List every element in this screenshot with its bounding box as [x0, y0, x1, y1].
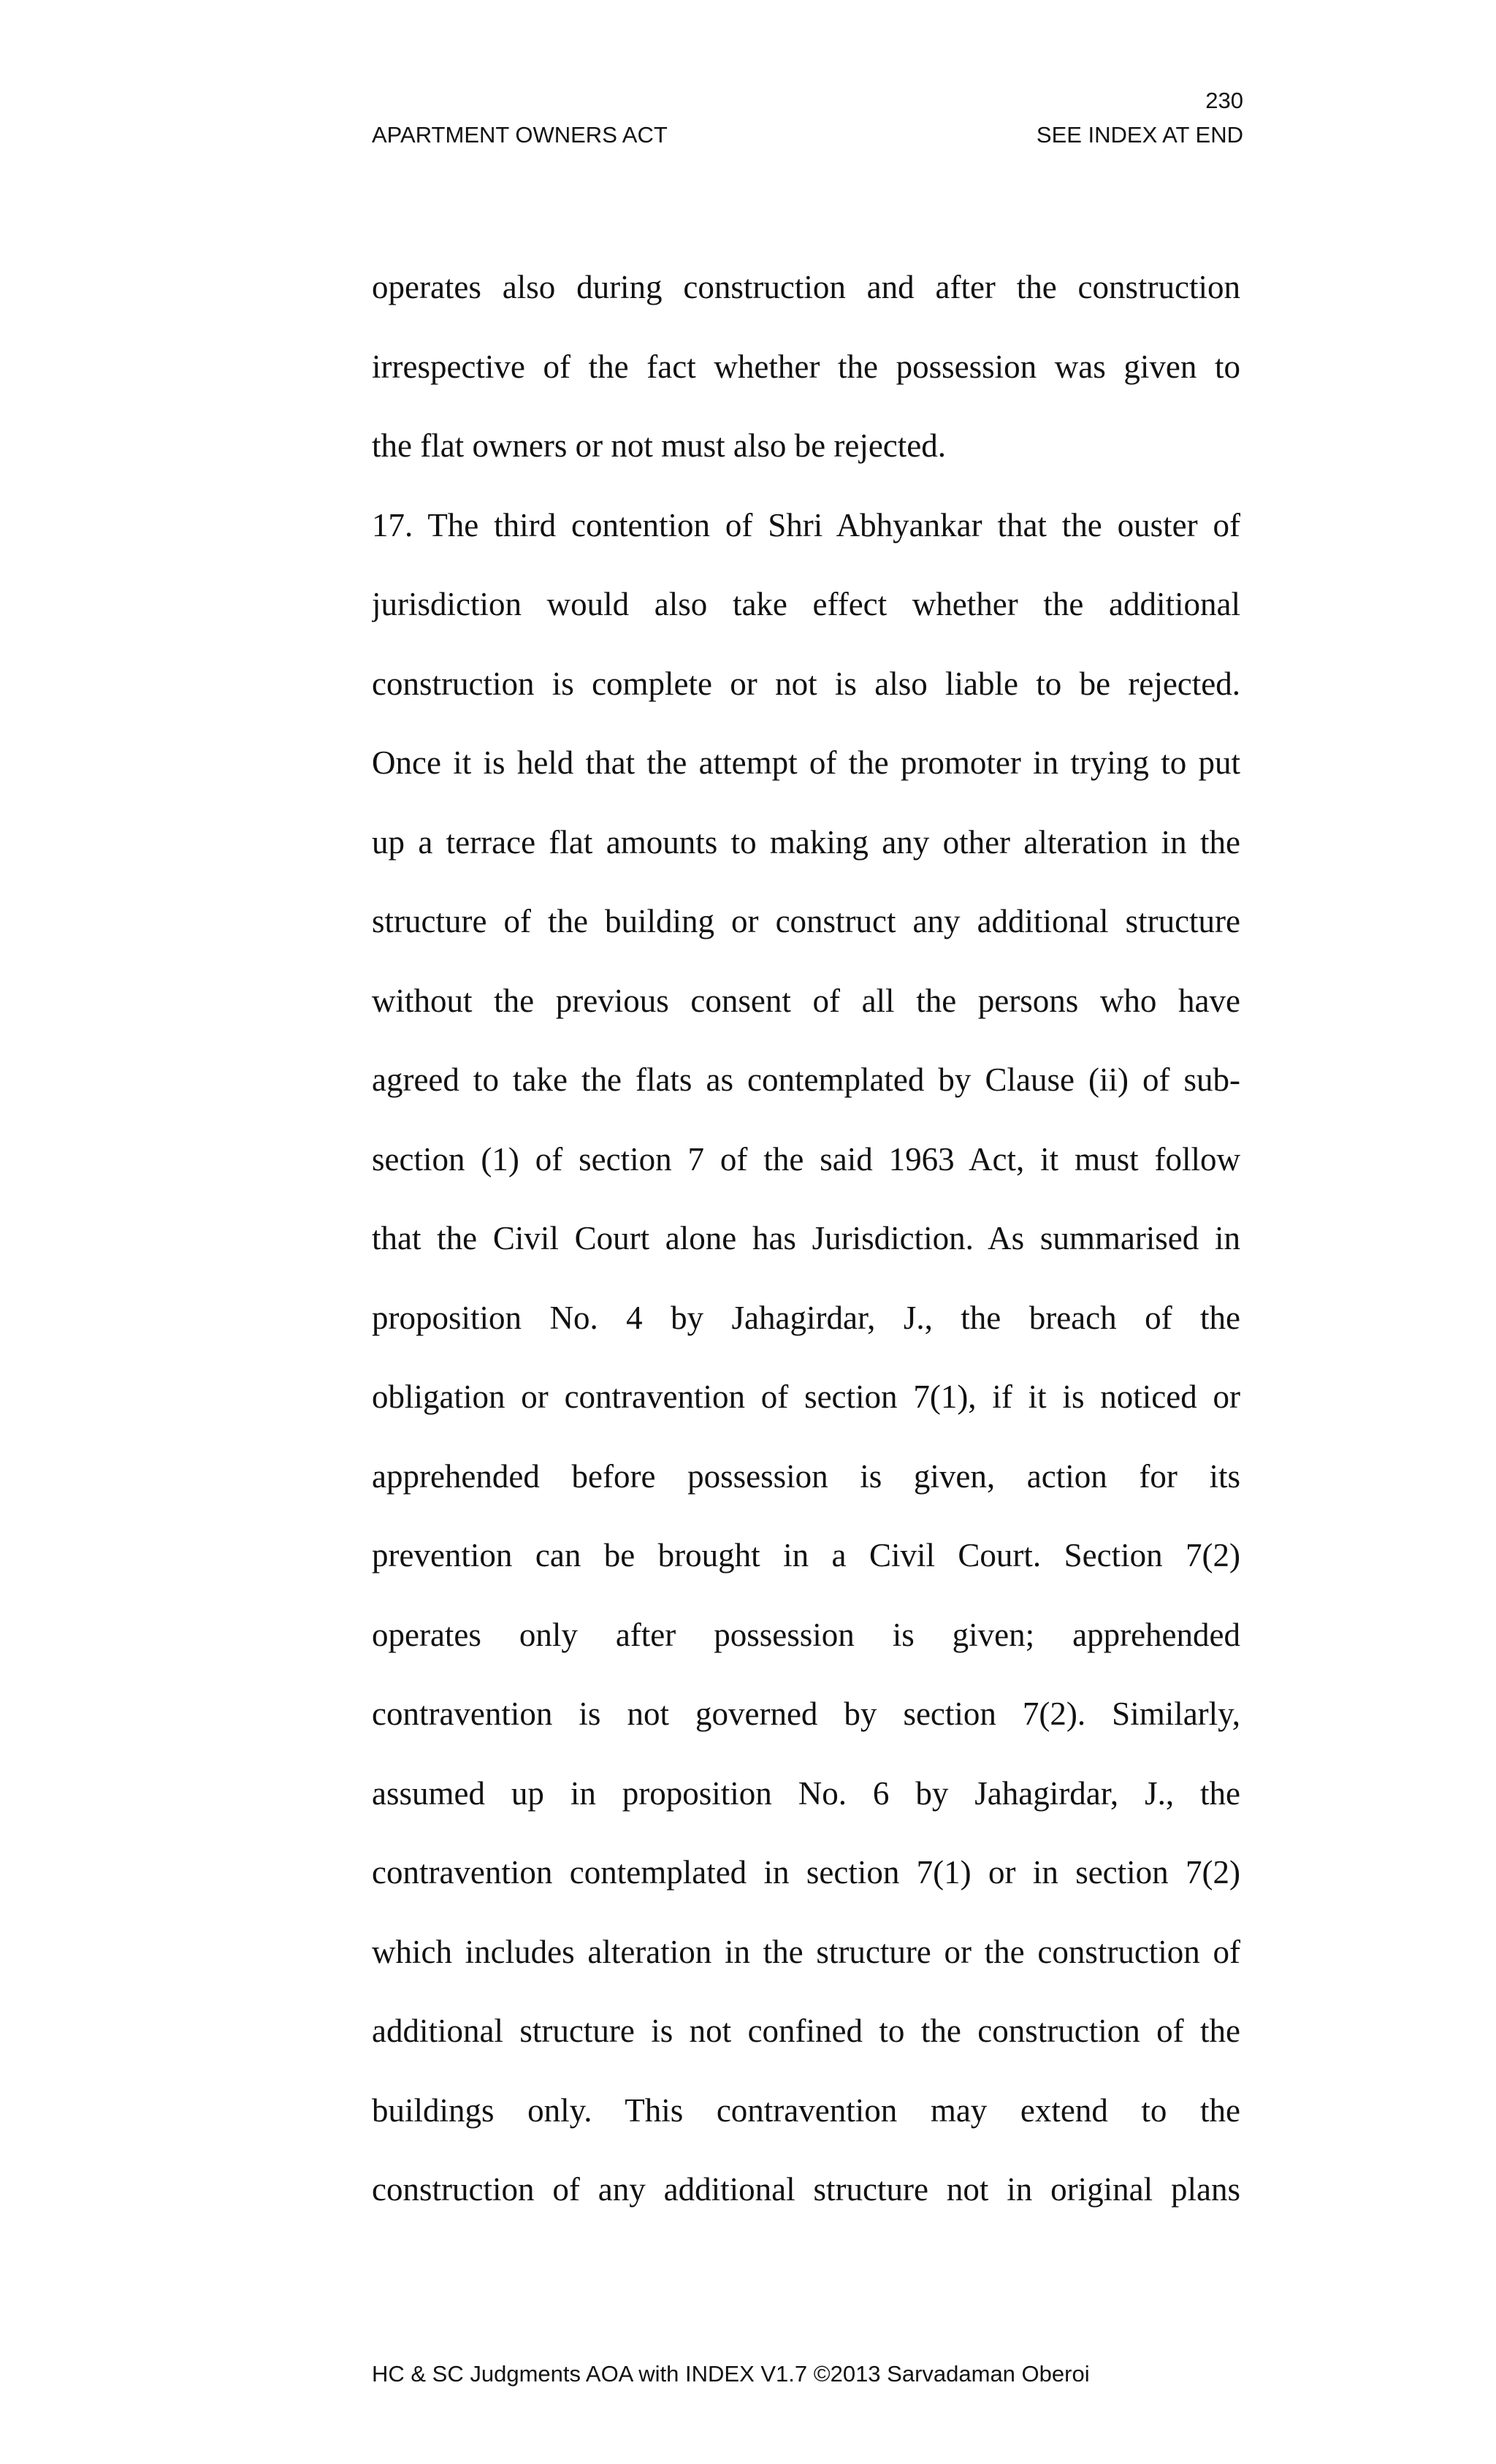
text-line: Once it is held that the attempt of the promoter in trying to put	[372, 744, 1240, 781]
text-line: contravention contemplated in section 7(1) or in section 7(2)	[372, 1854, 1240, 1891]
text-line: prevention can be brought in a Civil Court. Section 7(2)	[372, 1537, 1240, 1574]
text-line: operates only after possession is given; apprehended	[372, 1616, 1240, 1653]
text-line: irrespective of the fact whether the possession was given to	[372, 348, 1240, 385]
page-number: 230	[1205, 88, 1243, 113]
text-line: agreed to take the flats as contemplated by Clause (ii) of sub-	[372, 1061, 1240, 1098]
text-line: that the Civil Court alone has Jurisdiction. As summarised in	[372, 1220, 1240, 1256]
text-line: jurisdiction would also take effect whether the additional	[372, 586, 1240, 622]
text-line: structure of the building or construct any additional structure	[372, 903, 1240, 939]
text-line: contravention is not governed by section 7(2). Similarly,	[372, 1696, 1240, 1732]
text-line: which includes alteration in the structure or the construction of	[372, 1933, 1240, 1970]
text-line: construction is complete or not is also liable to be rejected.	[372, 665, 1240, 702]
judgment-body-text	[372, 258, 1240, 2240]
text-line: assumed up in proposition No. 6 by Jahagirdar, J., the	[372, 1774, 1240, 1812]
page-footer: HC & SC Judgments AOA with INDEX V1.7 ©2013 Sarvadaman Oberoi	[372, 2361, 1090, 2387]
text-line: up a terrace flat amounts to making any other alteration in the	[372, 823, 1240, 861]
running-header-title: APARTMENT OWNERS ACT	[372, 122, 668, 148]
text-line: operates also during construction and after the construction	[372, 269, 1240, 305]
text-line: construction of any additional structure not in original plans	[372, 2171, 1240, 2208]
text-line: section (1) of section 7 of the said 1963 Act, it must follow	[372, 1140, 1240, 1178]
text-line: without the previous consent of all the persons who have	[372, 982, 1240, 1019]
running-header-index-note: SEE INDEX AT END	[1036, 122, 1243, 148]
text-line: proposition No. 4 by Jahagirdar, J., the breach of the	[372, 1299, 1240, 1336]
paragraph-17-start: 17. The third contention of Shri Abhyankar that the ouster of	[372, 506, 1240, 543]
text-line: buildings only. This contravention may extend to the	[372, 2091, 1240, 2129]
text-line: the flat owners or not must also be rejected.	[372, 427, 947, 464]
text-line: apprehended before possession is given, action for its	[372, 1457, 1240, 1495]
text-line: additional structure is not confined to the construction of the	[372, 2013, 1240, 2049]
text-line: obligation or contravention of section 7(1), if it is noticed or	[372, 1378, 1240, 1415]
